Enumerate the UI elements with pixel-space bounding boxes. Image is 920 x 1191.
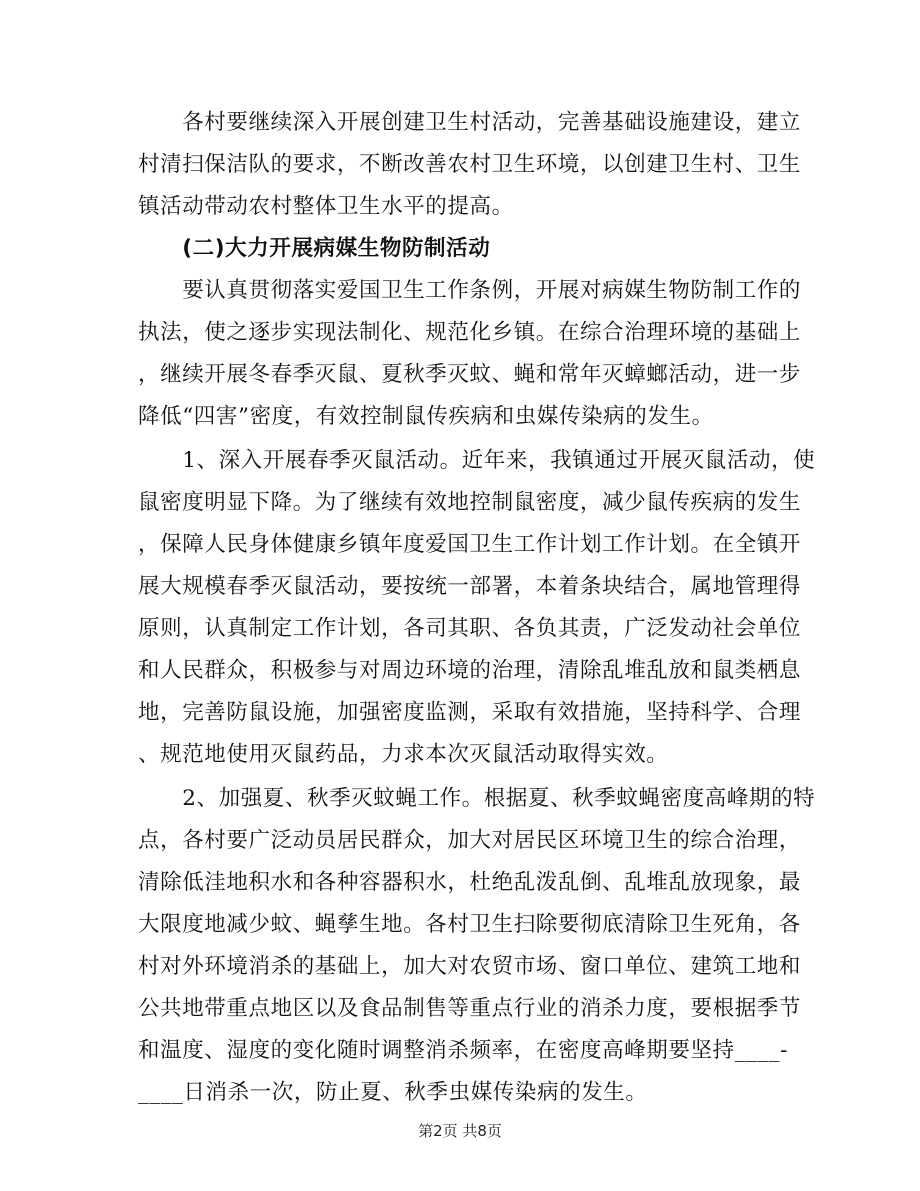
text-line: 点，各村要广泛动员居民群众，加大对居民区环境卫生的综合治理， — [138, 828, 802, 853]
text-line: 原则，认真制定工作计划，各司其职、各负其责，广泛发动社会单位 — [138, 616, 802, 641]
page-number-footer: 第2页 共8页 — [418, 1122, 502, 1140]
text-line: 展大规模春季灭鼠活动，要按统一部署，本着条块结合，属地管理得 — [138, 574, 802, 599]
text-line: 鼠密度明显下降。为了继续有效地控制鼠密度，减少鼠传疾病的发生 — [138, 490, 802, 515]
text-line: 清除低洼地积水和各种容器积水，杜绝乱泼乱倒、乱堆乱放现象，最 — [138, 870, 802, 895]
text-line: 要认真贯彻落实爱国卫生工作条例，开展对病媒生物防制工作的 — [138, 278, 802, 303]
text-line: 降低“四害”密度，有效控制鼠传疾病和虫媒传染病的发生。 — [138, 404, 714, 429]
text-line: 、规范地使用灭鼠药品，力求本次灭鼠活动取得实效。 — [138, 742, 669, 767]
text-line: 镇活动带动农村整体卫生水平的提高。 — [138, 194, 514, 219]
text-line: 村清扫保洁队的要求，不断改善农村卫生环境，以创建卫生村、卫生 — [138, 152, 802, 177]
text-line: ，保障人民身体健康乡镇年度爱国卫生工作计划工作计划。在全镇开 — [138, 532, 802, 557]
text-line: 2、加强夏、秋季灭蚊蝇工作。根据夏、秋季蚊蝇密度高峰期的特 — [138, 786, 816, 811]
text-line: 和人民群众，积极参与对周边环境的治理，清除乱堆乱放和鼠类栖息 — [138, 658, 802, 683]
text-line: ，继续开展冬春季灭鼠、夏秋季灭蚊、蝇和常年灭蟑螂活动，进一步 — [138, 362, 802, 387]
text-line: 大限度地减少蚊、蝇孳生地。各村卫生扫除要彻底清除卫生死角，各 — [138, 912, 802, 937]
text-line: 村对外环境消杀的基础上，加大对农贸市场、窗口单位、建筑工地和 — [138, 954, 802, 979]
text-line: ____日消杀一次，防止夏、秋季虫媒传染病的发生。 — [138, 1080, 648, 1105]
section-heading: (二)大力开展病媒生物防制活动 — [138, 236, 491, 261]
text-line: 1、深入开展春季灭鼠活动。近年来，我镇通过开展灭鼠活动，使 — [138, 448, 816, 473]
text-line: 执法，使之逐步实现法制化、规范化乡镇。在综合治理环境的基础上 — [138, 320, 802, 345]
text-line: 公共地带重点地区以及食品制售等重点行业的消杀力度，要根据季节 — [138, 996, 802, 1021]
text-line: 地，完善防鼠设施，加强密度监测，采取有效措施，坚持科学、合理 — [138, 700, 802, 725]
text-line: 各村要继续深入开展创建卫生村活动，完善基础设施建设，建立 — [138, 110, 802, 135]
text-line: 和温度、湿度的变化随时调整消杀频率，在密度高峰期要坚持____- — [138, 1038, 788, 1063]
